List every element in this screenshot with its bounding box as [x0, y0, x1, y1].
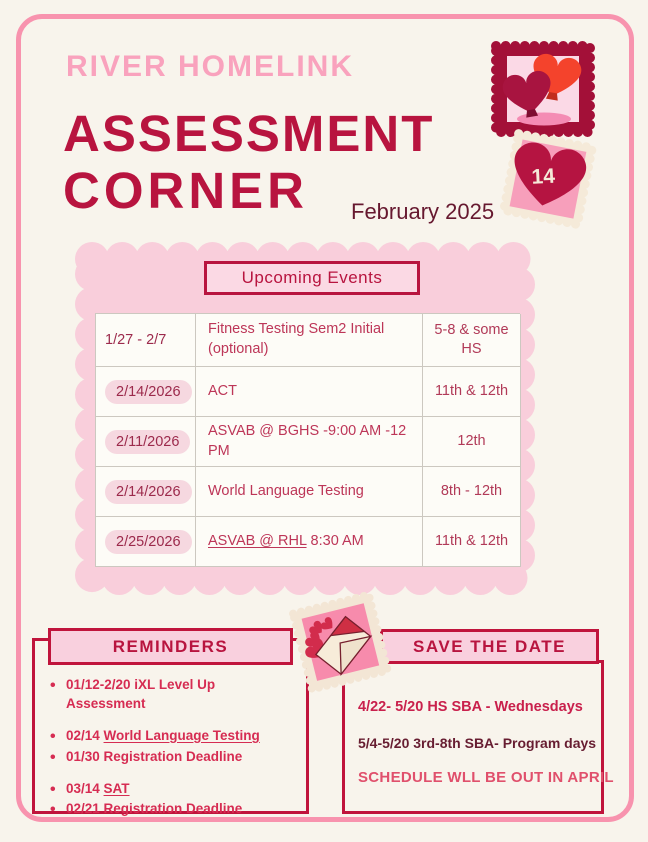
page-title-line2: CORNER — [63, 162, 309, 219]
event-grades: 11th & 12th — [423, 367, 521, 417]
save-the-date-line: 4/22- 5/20 HS SBA - Wednesdays — [358, 699, 583, 715]
list-item: • 01/12-2/20 iXL Level Up Assessment — [48, 676, 296, 714]
list-item: • 02/21 Registration Deadline — [48, 800, 296, 819]
stamp-number-label: 14 — [530, 164, 556, 189]
upcoming-events-heading: Upcoming Events — [204, 261, 420, 295]
heart-14-stamp-icon — [491, 122, 604, 241]
events-table — [95, 313, 520, 567]
table-row — [96, 417, 520, 467]
event-date-pill: 2/14/2026 — [105, 480, 192, 504]
event-title: ACT — [208, 382, 237, 399]
event-grades: 12th — [423, 417, 521, 467]
list-item: • 02/14 World Language Testing — [48, 727, 296, 746]
table-row — [96, 517, 520, 567]
event-date-pill: 2/11/2026 — [105, 430, 190, 454]
event-title: World Language Testing — [208, 482, 364, 499]
page-title-line1: ASSESSMENT — [63, 105, 435, 162]
event-title: ASVAB @ RHL 8:30 AM — [208, 532, 364, 549]
event-date-pill: 2/14/2026 — [105, 380, 192, 404]
event-grades: 8th - 12th — [423, 467, 521, 517]
event-grades: 5-8 & some HS — [423, 314, 521, 367]
list-item: • 01/30 Registration Deadline — [48, 748, 296, 767]
table-row — [96, 314, 520, 367]
reminders-heading: REMINDERS — [48, 628, 293, 665]
event-link-text: ASVAB @ RHL — [208, 532, 307, 549]
table-row — [96, 367, 520, 417]
list-item: • 03/14 SAT — [48, 780, 296, 799]
save-the-date-line: SCHEDULE WLL BE OUT IN APRIL — [358, 769, 614, 786]
reminder-link-text: SAT — [103, 780, 130, 796]
brand-title: RIVER HOMELINK — [66, 50, 355, 83]
event-date: 1/27 - 2/7 — [105, 332, 167, 348]
event-title: ASVAB @ BGHS -9:00 AM -12 PM — [208, 422, 407, 459]
event-date-pill: 2/25/2026 — [105, 530, 192, 554]
save-the-date-line: 5/4-5/20 3rd-8th SBA- Program days — [358, 735, 597, 751]
table-row — [96, 467, 520, 517]
issue-date: February 2025 — [351, 199, 495, 224]
reminders-list — [48, 676, 296, 821]
save-the-date-heading: SAVE THE DATE — [380, 629, 599, 664]
event-title: Fitness Testing Sem2 Initial (optional) — [208, 321, 385, 357]
reminder-link-text: World Language Testing — [103, 727, 260, 743]
event-grades: 11th & 12th — [423, 517, 521, 567]
